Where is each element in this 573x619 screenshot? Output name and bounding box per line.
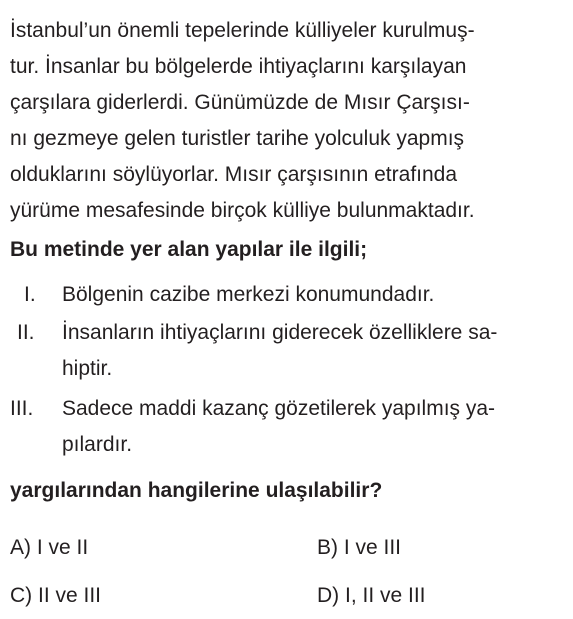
question-intro: Bu metinde yer alan yapılar ile ilgili;: [10, 238, 368, 261]
option-a[interactable]: A) I ve II: [10, 536, 89, 559]
statement-text-continued: pılardır.: [62, 433, 133, 456]
statement-number: II.: [17, 321, 35, 344]
passage-line: yürüme mesafesinde birçok külliye bulunmaktadır.: [10, 199, 475, 222]
passage-line: nı gezmeye gelen turistler tarihe yolculuk yapmış: [10, 127, 465, 150]
question-end: yargılarından hangilerine ulaşılabilir?: [10, 479, 383, 502]
statement-number: III.: [10, 397, 34, 420]
option-b[interactable]: B) I ve III: [317, 536, 402, 559]
statement-text-continued: hiptir.: [62, 357, 113, 380]
option-d[interactable]: D) I, II ve III: [317, 584, 426, 607]
option-c[interactable]: C) II ve III: [10, 584, 102, 607]
passage-line: çarşılara giderlerdi. Günümüzde de Mısır Çarşısı-: [10, 91, 470, 114]
passage-line: İstanbul’un önemli tepelerinde külliyeler kurulmuş-: [10, 19, 475, 42]
passage-line: olduklarını söylüyorlar. Mısır çarşısının etrafında: [10, 163, 458, 186]
passage-line: tur. İnsanlar bu bölgelerde ihtiyaçlarını karşılayan: [10, 55, 467, 78]
statement-number: I.: [24, 283, 36, 306]
statement-text: Sadece maddi kazanç gözetilerek yapılmış ya-: [62, 397, 496, 420]
statement-text: İnsanların ihtiyaçlarını giderecek özelliklere sa-: [62, 321, 498, 344]
statement-text: Bölgenin cazibe merkezi konumundadır.: [62, 283, 435, 306]
